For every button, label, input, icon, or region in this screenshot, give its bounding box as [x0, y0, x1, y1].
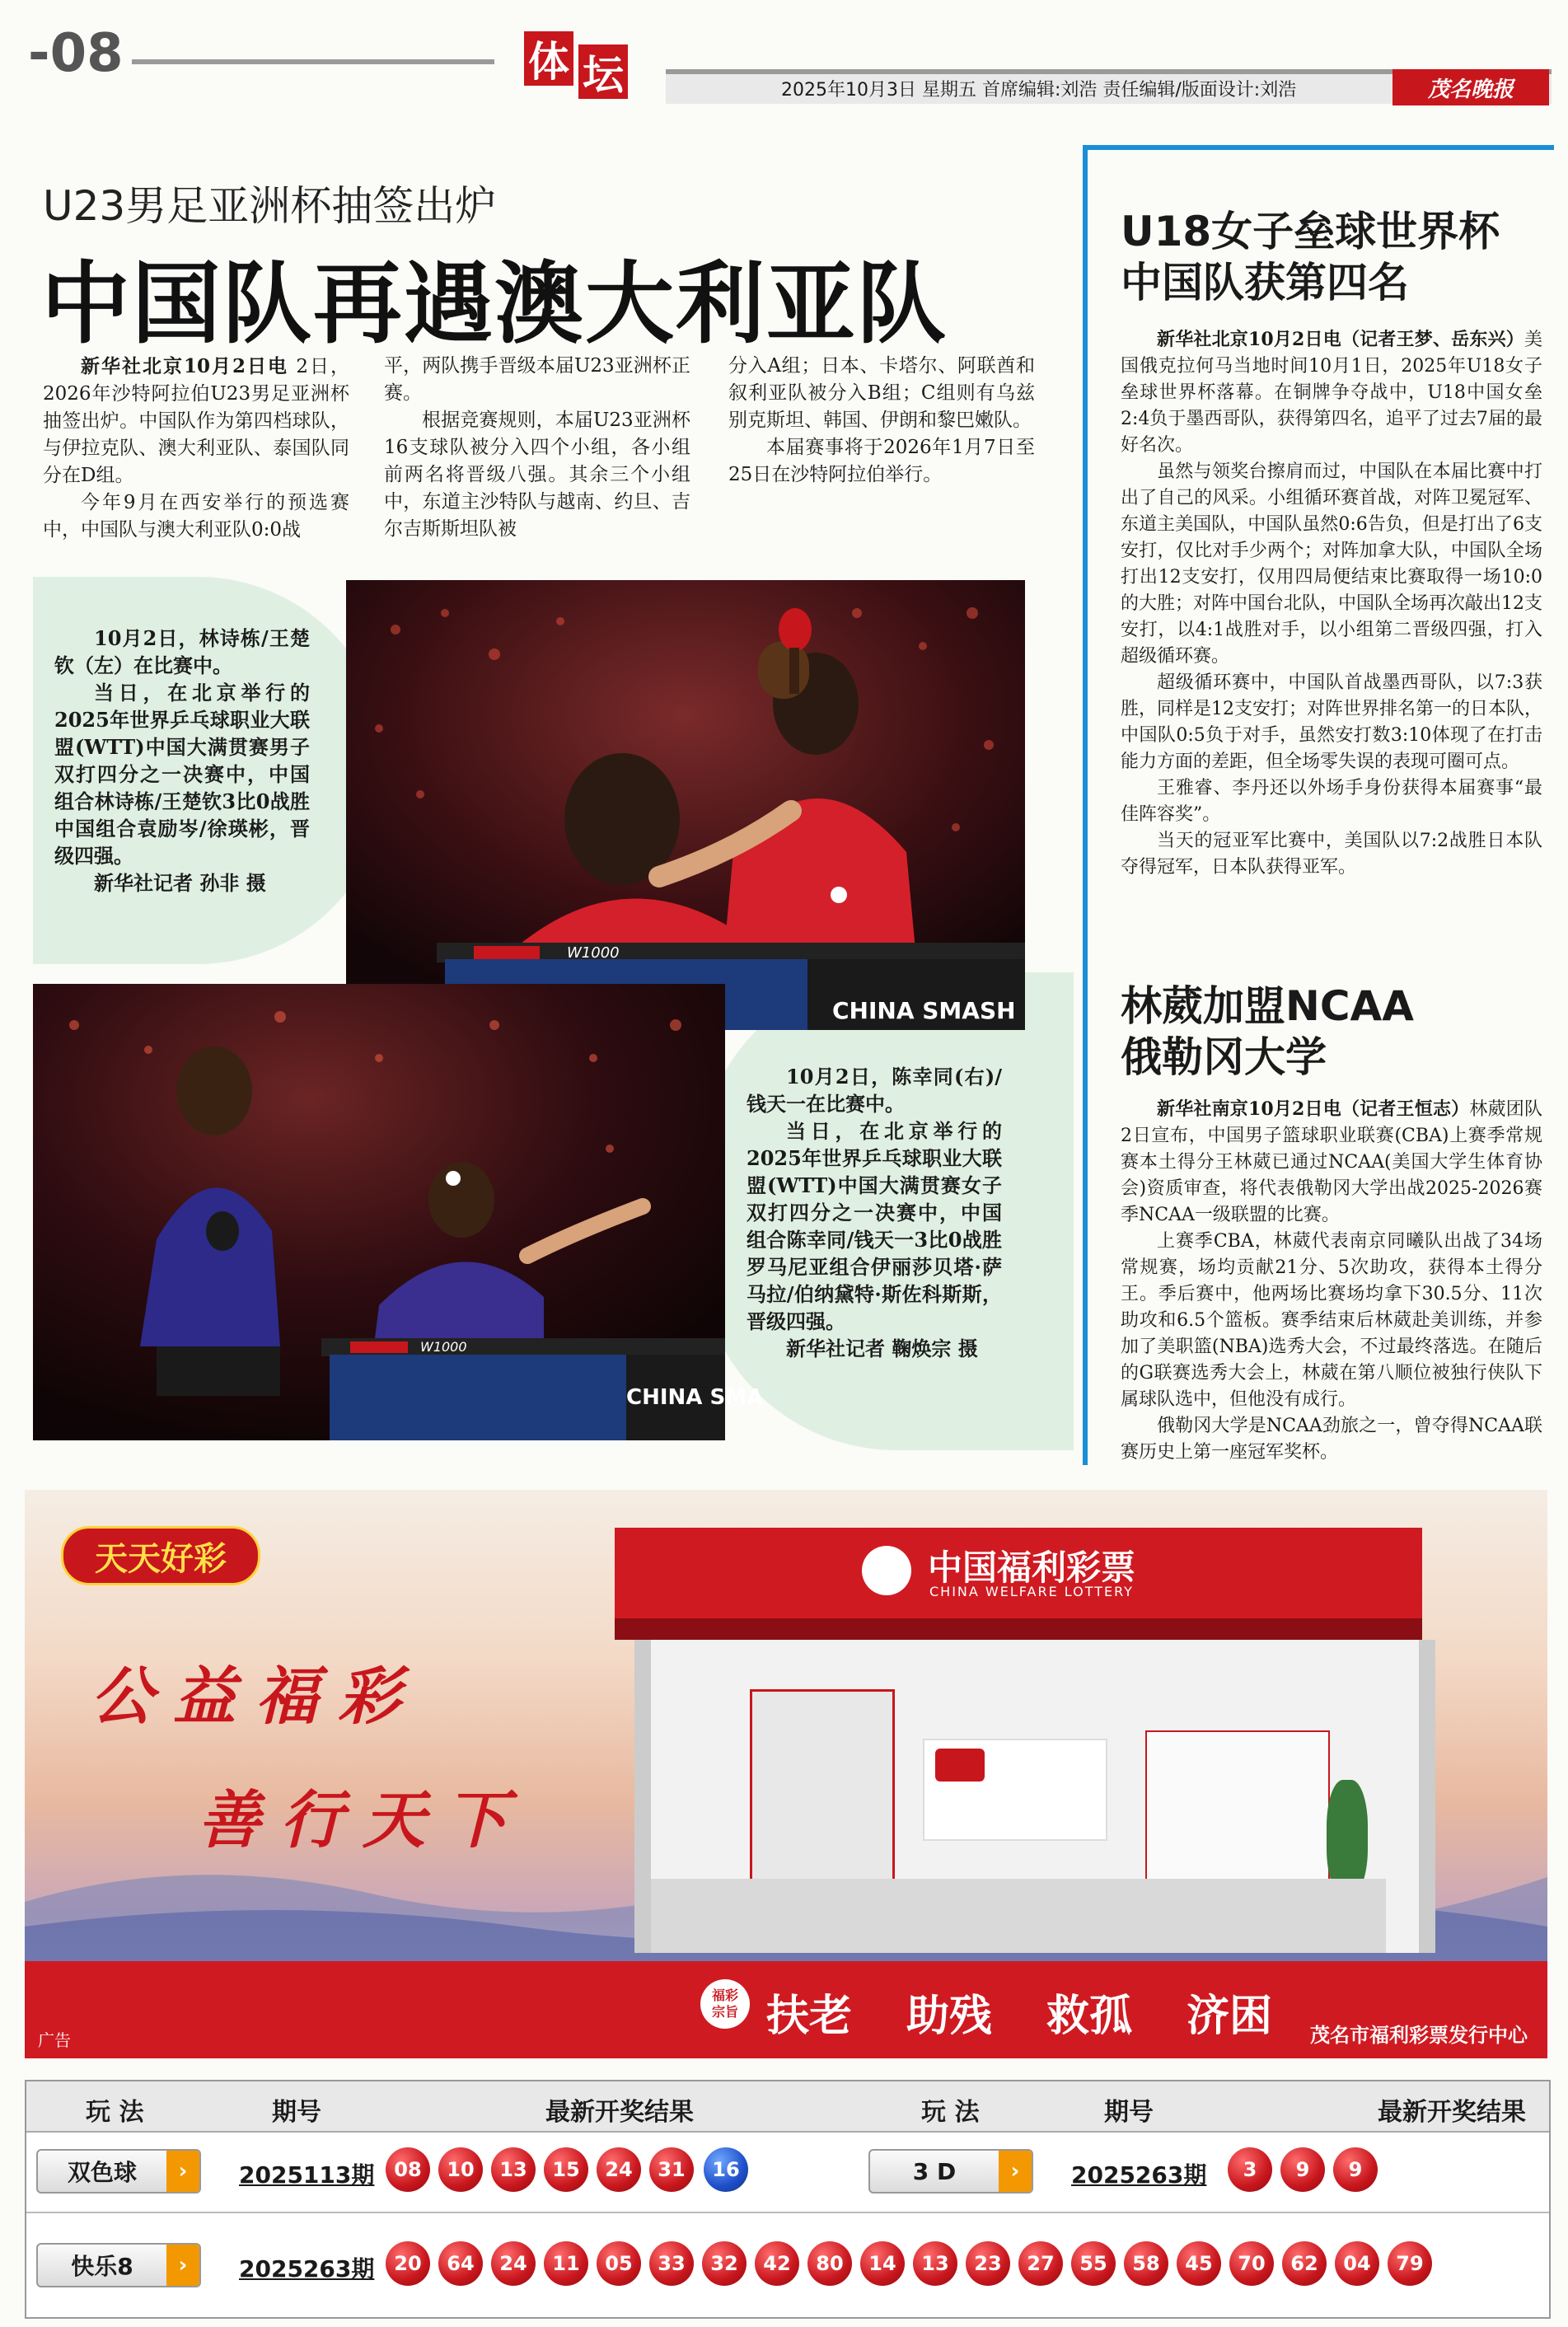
- section-char-1: 体: [524, 31, 573, 86]
- article-column-3: [728, 353, 1035, 489]
- paragraph: 本届赛事将于2026年1月7日至25日在沙特阿拉伯举行。: [728, 437, 1035, 485]
- paragraph: 今年9月在西安举行的预选赛中，中国队与澳大利亚队0:0战: [43, 492, 349, 541]
- title-line: 俄勒冈大学: [1121, 1033, 1327, 1081]
- lottery-ball: 08: [386, 2147, 430, 2192]
- header-cell: 期号: [272, 2098, 321, 2127]
- caption-line: 当日，在北京举行的2025年世界乒乓球职业大联盟(WTT)中国大满贯赛女子双打四分之一决赛中，中国组合陈幸同/钱天一3比0战胜罗马尼亚组合伊丽莎贝塔·萨马拉/伯纳黛特·斯佐科斯斯，晋级四强。: [747, 1119, 1002, 1333]
- photo-caption-1: [54, 625, 310, 897]
- lottery-ball: 62: [1282, 2241, 1327, 2286]
- caption-line: 当日，在北京举行的2025年世界乒乓球职业大联盟(WTT)中国大满贯赛男子双打四分之一决赛中，中国组合林诗栋/王楚钦3比0战胜中国组合袁励岑/徐瑛彬，晋级四强。: [54, 681, 310, 868]
- chevron-right-icon: ›: [166, 2245, 199, 2286]
- game-name: 3 D: [912, 2157, 957, 2185]
- paragraph: 2日，2026年沙特阿拉伯U23男足亚洲杯抽签出炉。中国队作为第四档球队，与伊拉克队、澳大利亚队、泰国队同分在D组。: [43, 356, 349, 486]
- paragraph: 俄勒冈大学是NCAA劲旅之一，曾夺得NCAA联赛历史上第一座冠军奖杯。: [1121, 1416, 1542, 1463]
- right-article-2-body: [1121, 1096, 1542, 1466]
- right-column-top-rule: [1083, 145, 1554, 150]
- lottery-ball: 80: [807, 2241, 852, 2286]
- ad-issuer: 茂名市福利彩票发行中心: [1310, 2024, 1528, 2047]
- period-ssq: 2025113期: [239, 2161, 375, 2189]
- lottery-ball: 31: [649, 2147, 694, 2192]
- paragraph: 平，两队携手晋级本届U23亚洲杯正赛。: [384, 355, 690, 404]
- ad-label: 广告: [38, 2030, 71, 2050]
- period-3d: 2025263期: [1071, 2161, 1207, 2189]
- lottery-ball: 33: [649, 2241, 694, 2286]
- ad-word: 济困: [1187, 1992, 1273, 2041]
- seal-text: 宗旨: [711, 2004, 738, 2020]
- chevron-right-icon: ›: [166, 2151, 199, 2192]
- title-line: 中国队获第四名: [1121, 259, 1409, 307]
- ad-badge-text: 天天好彩: [95, 1538, 227, 1578]
- photo-credit: 新华社记者 孙非 摄: [94, 871, 266, 895]
- storefront-sign: [615, 1528, 1422, 1618]
- brand-name-cn: 中国福利彩票: [928, 1547, 1136, 1588]
- header-meta: 2025年10月3日 星期五 首席编辑:刘浩 责任编辑/版面设计:刘浩: [666, 69, 1552, 104]
- purpose-seal: [700, 1979, 750, 2029]
- lottery-ball: 13: [491, 2147, 536, 2192]
- lottery-ball: 24: [597, 2147, 641, 2192]
- game-tag-kl8[interactable]: [36, 2243, 201, 2287]
- section-char-2: 坛: [578, 44, 628, 99]
- table-brand-text: W1000: [420, 1339, 467, 1355]
- brand-name-en: CHINA WELFARE LOTTERY: [929, 1584, 1134, 1599]
- lottery-ball: 9: [1333, 2147, 1378, 2192]
- game-tag-ssq[interactable]: [36, 2149, 201, 2194]
- dateline: 新华社北京10月2日电: [81, 355, 289, 377]
- lottery-ball: 15: [544, 2147, 588, 2192]
- paragraph: 虽然与领奖台擦肩而过，中国队在本届比赛中打出了自己的风采。小组循环赛首战，对阵卫冕冠军、东道主美国队，中国队虽然0:6告负，但是打出了6支安打，仅比对手少两个；对阵加拿大队，中国队全场打出12支安打，仅用四局便结束比赛取得一场10:0的大胜；对阵中国台北队，中国队全场再次敲出12支安打，以4:1战胜对手，以小组第二晋级四强，打入超级循环赛。: [1121, 461, 1542, 667]
- lottery-logo-icon: [862, 1546, 911, 1595]
- paragraph: 超级循环赛中，中国队首战墨西哥队，以7:3获胜，同样是12支安打；对阵世界排名第一的日本队，中国队0:5负于对手，虽然安打数3:10体现了在打击能力方面的差距，但全场零失误的表现可圈可点。: [1121, 672, 1542, 772]
- storefront-awning: [615, 1618, 1422, 1640]
- game-name: 双色球: [67, 2159, 137, 2186]
- lottery-ball: 3: [1228, 2147, 1272, 2192]
- lottery-ball: 45: [1177, 2241, 1221, 2286]
- ad-word: 扶老: [766, 1992, 853, 2041]
- lottery-ball: 20: [386, 2241, 430, 2286]
- plant: [1327, 1780, 1368, 1895]
- floor: [651, 1879, 1386, 1953]
- ad-word: 助残: [906, 1992, 993, 2041]
- ad-slogan-1: 公益福彩: [91, 1660, 420, 1733]
- lottery-ball: 24: [491, 2241, 536, 2286]
- photo-caption-2: [747, 1063, 1002, 1362]
- article-column-1: [43, 353, 349, 544]
- shelf: [750, 1689, 895, 1884]
- header-cell: 期号: [1104, 2098, 1154, 2127]
- board-text: CHINA SMA: [626, 1385, 764, 1410]
- title-line: U18女子垒球世界杯: [1121, 208, 1500, 255]
- lottery-ball: 55: [1071, 2241, 1116, 2286]
- caption-line: 10月2日，林诗栋/王楚钦（左）在比赛中。: [54, 626, 310, 677]
- paragraph: 美国俄克拉何马当地时间10月1日，2025年U18女子垒球世界杯落幕。在铜牌争夺战中，U18中国女垒2:4负于墨西哥队，获得第四名，追平了过去7届的最好名次。: [1121, 330, 1542, 456]
- table-header-row: [26, 2081, 1549, 2133]
- header-rule: [132, 59, 494, 64]
- dateline: 新华社南京10月2日电（记者王恒志）: [1157, 1098, 1470, 1120]
- row-divider: [26, 2212, 1549, 2213]
- title-line: 林葳加盟NCAA: [1121, 982, 1414, 1030]
- paragraph: 当天的冠亚军比赛中，美国队以7:2战胜日本队夺得冠军，日本队获得亚军。: [1121, 831, 1542, 878]
- header-cell: 玩 法: [86, 2098, 144, 2127]
- lottery-ball: 11: [544, 2241, 588, 2286]
- page-number: -08: [28, 23, 124, 84]
- logo-panel: [935, 1749, 985, 1782]
- board-text: CHINA SMASH: [832, 997, 1016, 1024]
- period-kl8: 2025263期: [239, 2255, 375, 2283]
- caption-line: 10月2日，陈幸同(右)/钱天一在比赛中。: [747, 1065, 1002, 1116]
- photo-credit: 新华社记者 鞠焕宗 摄: [786, 1337, 978, 1360]
- paragraph: 分入A组；日本、卡塔尔、阿联酋和叙利亚队被分入B组；C组则有乌兹别克斯坦、韩国、伊朗和黎巴嫩队。: [728, 355, 1035, 431]
- chevron-right-icon: ›: [999, 2151, 1032, 2192]
- dateline: 新华社北京10月2日电（记者王梦、岳东兴）: [1157, 329, 1524, 350]
- storefront-interior: [634, 1640, 1435, 1953]
- lottery-ball: 04: [1335, 2241, 1379, 2286]
- lottery-ball: 9: [1280, 2147, 1325, 2192]
- table-brand-text: W1000: [567, 944, 620, 962]
- paragraph: 上赛季CBA，林葳代表南京同曦队出战了34场常规赛，场均贡献21分、5次助攻，获得本土得分王。季后赛中，他两场比赛场均拿下30.5分、11次助攻和6.5个篮板。赛季结束后林葳赴美训练，并参加了美职篮(NBA)选秀大会，不过最终落选。在随后的G联赛选秀大会上，林葳在第八顺位被独行侠队下属球队选中，但他没有成行。: [1121, 1231, 1542, 1410]
- lottery-ball: 64: [438, 2241, 483, 2286]
- lottery-ball: 32: [702, 2241, 747, 2286]
- lottery-ball: 14: [860, 2241, 905, 2286]
- table-tennis-photo-men: [346, 580, 1025, 1030]
- right-article-1-title: [1121, 206, 1500, 308]
- lottery-ball: 05: [597, 2241, 641, 2286]
- lottery-ball: 13: [913, 2241, 957, 2286]
- seal-text: 福彩: [711, 1988, 738, 2003]
- ad-bottom-band: [25, 1961, 1547, 2058]
- right-article-2-title: [1121, 981, 1414, 1083]
- lottery-ball: 10: [438, 2147, 483, 2192]
- article-subtitle: U23男足亚洲杯抽签出炉: [43, 182, 497, 230]
- ad-badge: [61, 1526, 260, 1585]
- lottery-ball: 27: [1018, 2241, 1063, 2286]
- right-article-1-body: [1121, 326, 1542, 881]
- lottery-results-table: [25, 2080, 1551, 2319]
- header-cell: 玩 法: [921, 2098, 980, 2127]
- lottery-ball: 70: [1229, 2241, 1274, 2286]
- lottery-ball: 58: [1124, 2241, 1168, 2286]
- article-title: 中国队再遇澳大利亚队: [41, 253, 948, 356]
- lottery-ball: 16: [704, 2147, 748, 2192]
- ad-slogan-2: 善行天下: [198, 1783, 527, 1856]
- right-column-border: [1083, 145, 1088, 1465]
- header-cell: 最新开奖结果: [1378, 2098, 1526, 2127]
- header-cell: 最新开奖结果: [545, 2098, 694, 2127]
- paragraph: 林葳团队2日宣布，中国男子篮球职业联赛(CBA)上赛季常规赛本土得分王林葳已通过NCAA(美国大学生体育协会)资质审查，将代表俄勒冈大学出战2025-2026赛季NCAA一级联盟的比赛。: [1121, 1099, 1542, 1225]
- lottery-ball: 79: [1388, 2241, 1432, 2286]
- newspaper-logo: 茂名晚报: [1392, 69, 1549, 105]
- display-case: [1145, 1730, 1330, 1882]
- table-tennis-photo-women: [33, 984, 764, 1440]
- paragraph: 王雅睿、李丹还以外场手身份获得本届赛事“最佳阵容奖”。: [1121, 778, 1542, 825]
- game-tag-3d[interactable]: [868, 2149, 1033, 2194]
- lottery-ball: 42: [755, 2241, 799, 2286]
- article-column-2: [384, 353, 690, 543]
- lottery-ball: 23: [966, 2241, 1010, 2286]
- ad-word: 救孤: [1046, 1992, 1133, 2041]
- game-name: 快乐8: [71, 2253, 133, 2280]
- paragraph: 根据竞赛规则，本届U23亚洲杯16支球队被分入四个小组，各小组前两名将晋级八强。其余三个小组中，东道主沙特队与越南、约旦、吉尔吉斯斯坦队被: [384, 410, 690, 540]
